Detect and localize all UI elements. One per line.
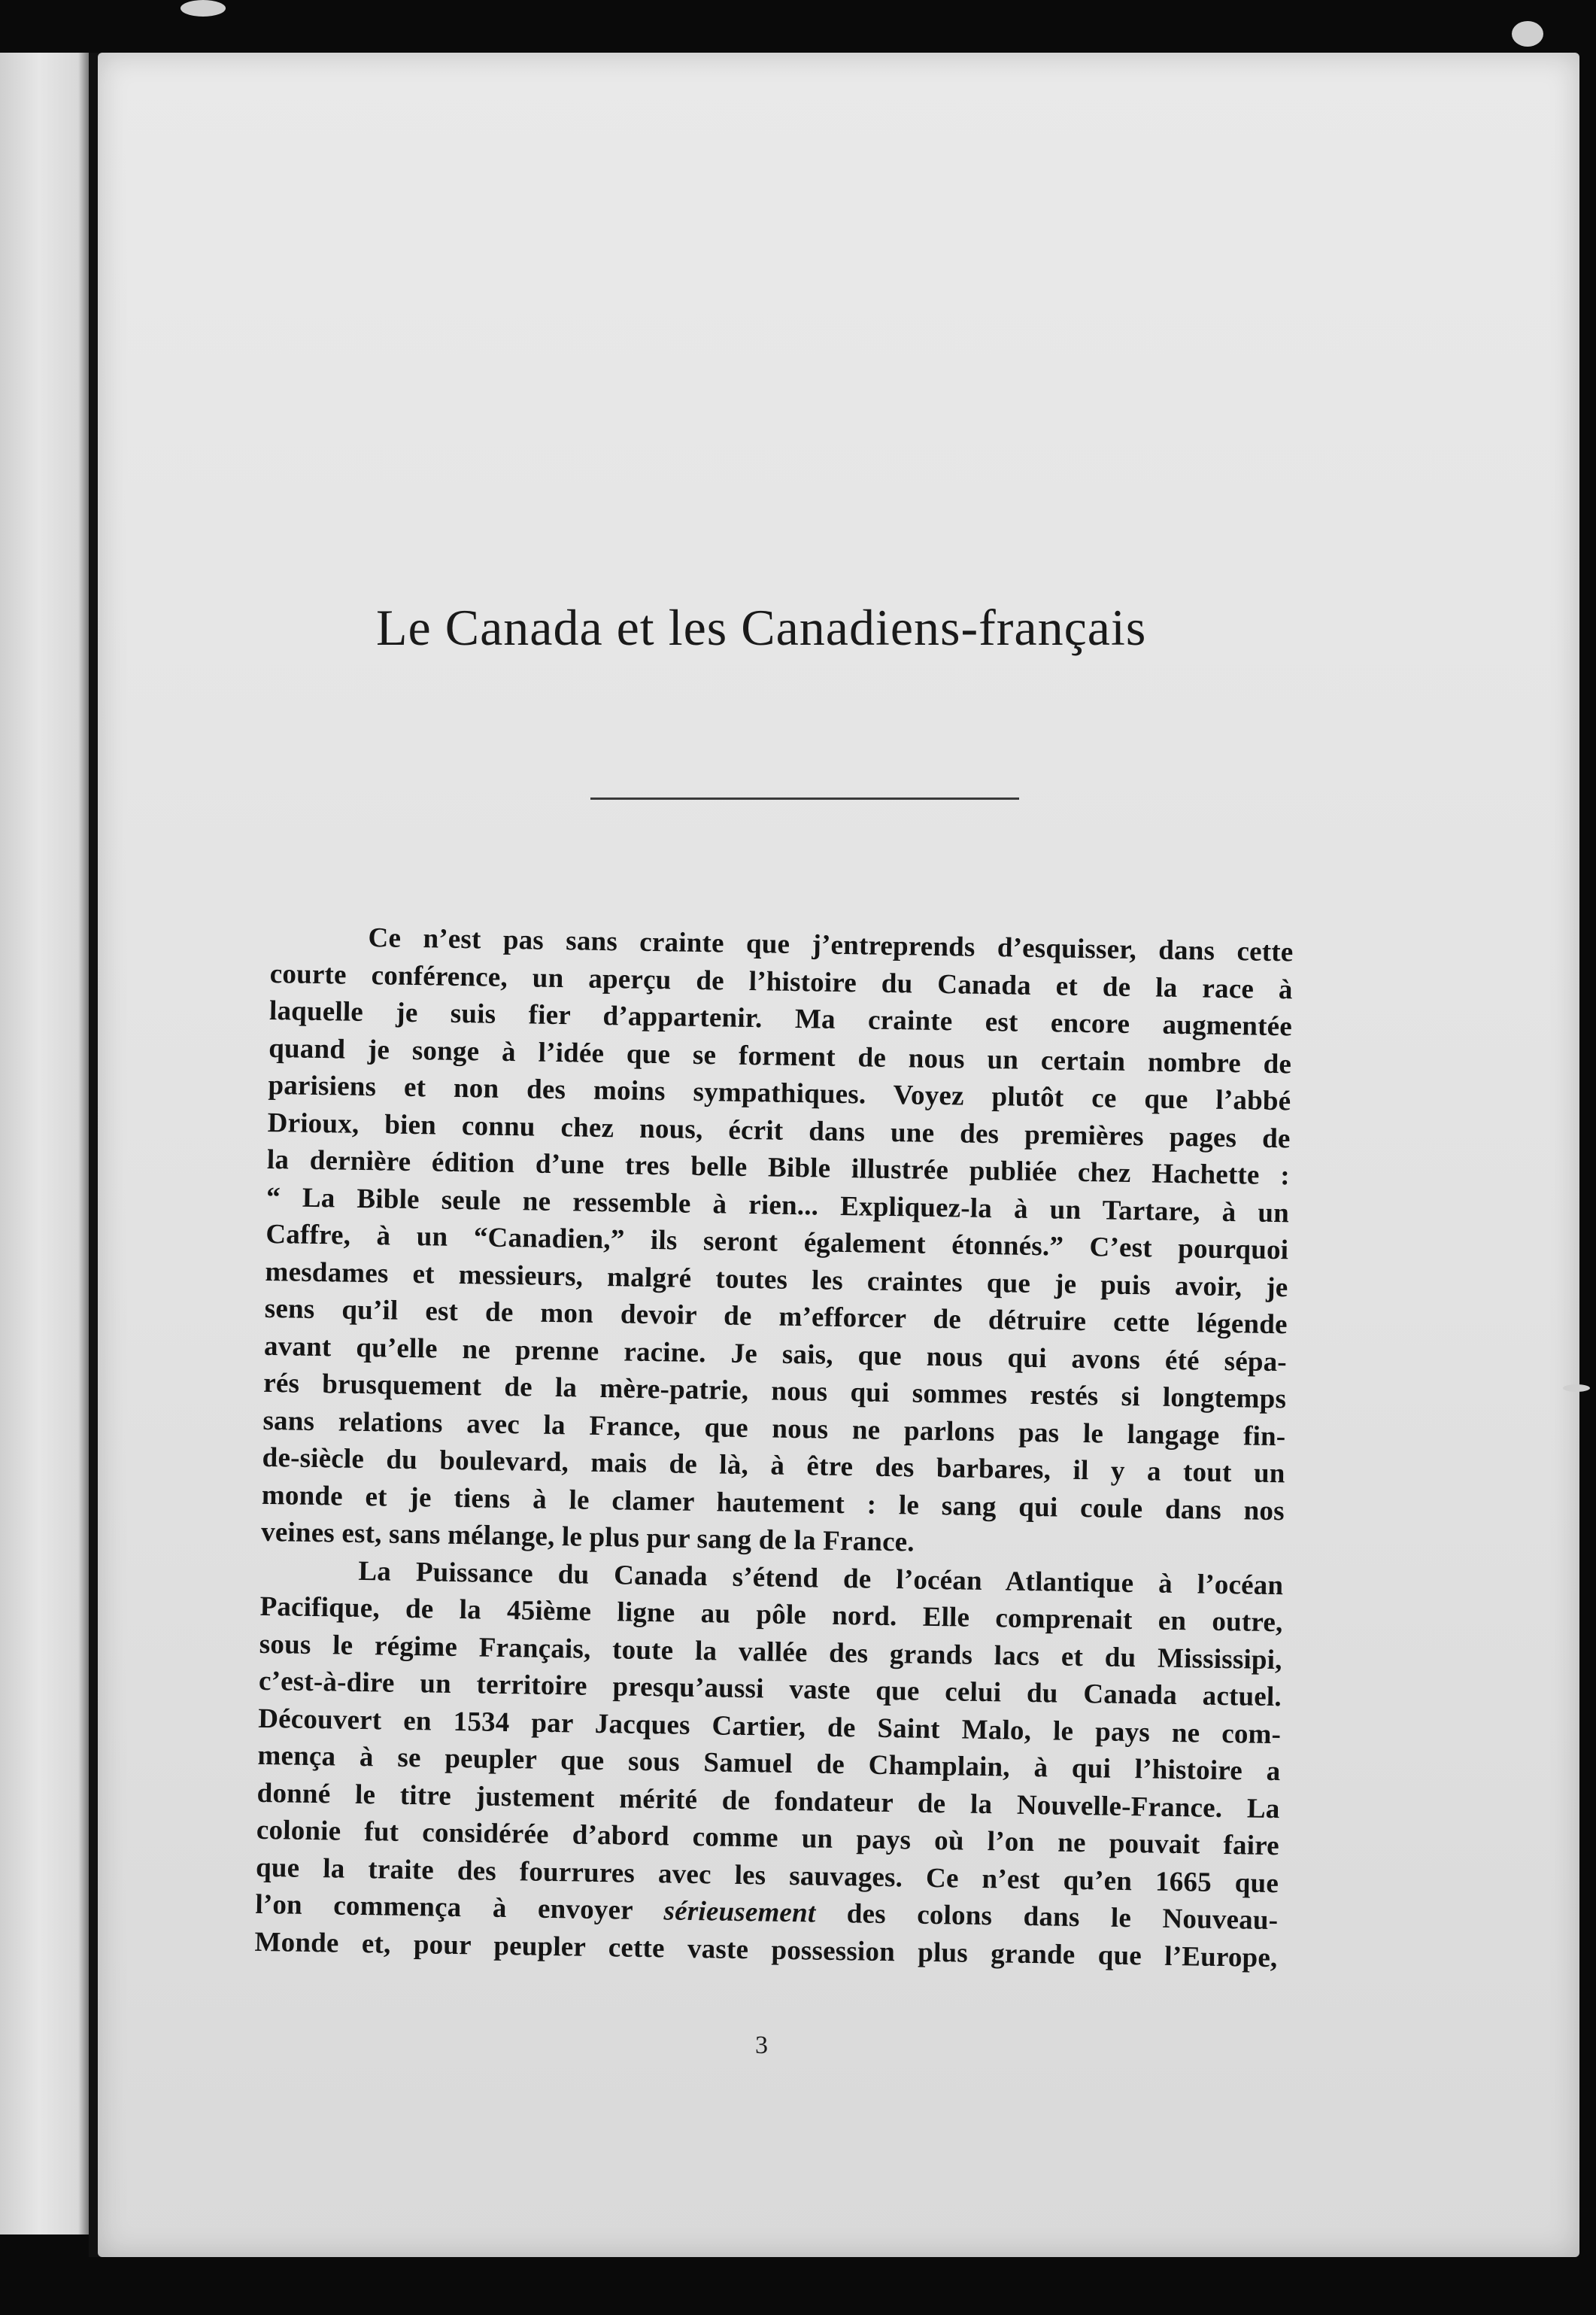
paragraph-2-line: que la traite des fourrures avec les sauvages. Ce n’est qu’en 1665 que	[255, 1852, 1279, 1899]
paragraph-1-line: Drioux, bien connu chez nous, écrit dans une des premières pages de	[267, 1107, 1291, 1154]
paragraph-1-line: Caffre, à un “Canadien,” ils seront également étonnés.” C’est pourquoi	[265, 1218, 1289, 1266]
paragraph-2-line: Pacifique, de la 45ième ligne au pôle nord. Elle comprenait en outre,	[259, 1590, 1283, 1639]
paragraph-2-line: colonie fut considérée d’abord comme un pays où l’on ne pouvait faire	[256, 1814, 1280, 1862]
paragraph-1-line: courte conférence, un aperçu de l’histoire du Canada et de la race à	[269, 958, 1293, 1005]
body-text	[254, 918, 1294, 1976]
paragraph-2-line: La Puissance du Canada s’étend de l’océan Atlantique à l’océan	[358, 1555, 1284, 1601]
paragraph-1-line: mesdames et messieurs, malgré toutes les craintes que je puis avoir, je	[265, 1256, 1288, 1303]
paragraph-2-line: c’est-à-dire un territoire presqu’aussi vaste que celui du Canada actuel.	[258, 1665, 1282, 1713]
paragraph-1-line: “ La Bible seule ne ressemble à rien... Expliquez-la à un Tartare, à un	[265, 1181, 1290, 1229]
paragraph-1-line: sens qu’il est de mon devoir de m’efforcer de détruire cette légende	[264, 1293, 1288, 1341]
paragraph-2-line: sous le régime Français, toute la vallée des grands lacs et du Mississipi,	[259, 1628, 1282, 1675]
page-number: 3	[755, 2031, 768, 2059]
paragraph-1-line: veines est, sans mélange, le plus pur sang de la France.	[260, 1516, 915, 1558]
paragraph-1-line: quand je songe à l’idée que se forment de nous un certain nombre de	[268, 1032, 1292, 1080]
previous-page-edge	[0, 53, 98, 2234]
paragraph-1-line: laquelle je suis fier d’appartenir. Ma crainte est encore augmentée	[269, 995, 1293, 1043]
paragraph-1-line: monde et je tiens à le clamer hautement : le sang qui coule dans nos	[261, 1479, 1285, 1527]
scan-speck	[1563, 1384, 1590, 1392]
paragraph-2-line: mença à se peupler que sous Samuel de Champlain, à qui l’histoire a	[257, 1739, 1281, 1788]
paragraph-1-line: parisiens et non des moins sympathiques. Voyez plutôt ce que l’abbé	[268, 1069, 1291, 1117]
paragraph-1-line: de-siècle du boulevard, mais de là, à être des barbares, il y a tout un	[262, 1442, 1285, 1490]
paragraph-2-line: Monde et, pour peupler cette vaste possession plus grande que l’Europe,	[254, 1926, 1278, 1973]
paragraph-2-line: donné le titre justement mérité de fondateur de la Nouvelle-France. La	[256, 1777, 1280, 1824]
paragraph-2-line: Découvert en 1534 par Jacques Cartier, de Saint Malo, le pays ne com-	[257, 1703, 1282, 1750]
paragraph-1-line: la dernière édition d’une tres belle Bible illustrée publiée chez Hachette :	[266, 1144, 1291, 1192]
title-divider	[590, 797, 1019, 800]
page-title: Le Canada et les Canadiens-français	[376, 599, 1147, 656]
paragraph-1-line: rés brusquement de la mère-patrie, nous qui sommes restés si longtemps	[262, 1367, 1287, 1415]
line-start-text: l’on commença à envoyer	[255, 1888, 664, 1927]
scan-speck	[181, 0, 226, 17]
emphasized-word: sérieusement	[663, 1895, 816, 1929]
scan-speck	[1512, 21, 1543, 47]
paragraph-1-line: avant qu’elle ne prenne racine. Je sais, que nous qui avons été sépa-	[263, 1330, 1288, 1378]
paragraph-1-line: sans relations avec la France, que nous ne parlons pas le langage fin-	[262, 1405, 1286, 1452]
line-end-text: des colons dans le Nouveau-	[815, 1897, 1279, 1937]
paragraph-1-line: Ce n’est pas sans crainte que j’entreprends d’esquisser, dans cette	[368, 922, 1294, 968]
